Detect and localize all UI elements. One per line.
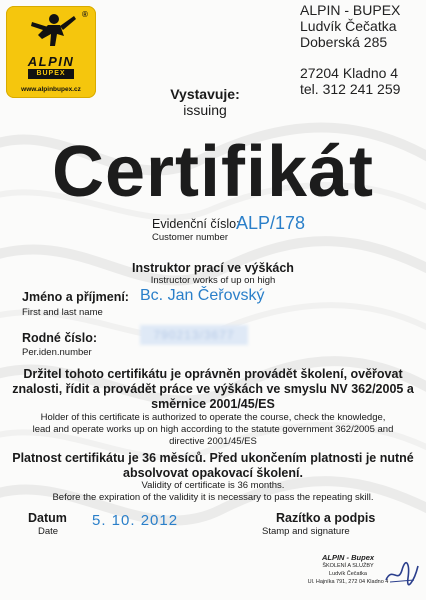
date-label-en: Date bbox=[38, 526, 59, 537]
rights-text bbox=[0, 367, 426, 412]
issuing-label-en: issuing bbox=[183, 102, 227, 118]
rights-line: Držitel tohoto certifikátu je oprávněn provádět školení, ověřovat bbox=[23, 367, 403, 381]
validity-line-en: Validity of certificate is 36 months. bbox=[141, 480, 285, 491]
issuing-label: Vystavuje: bbox=[170, 86, 240, 102]
evidence-value: ALP/178 bbox=[236, 213, 306, 233]
rights-line: směrnice 2001/45/ES bbox=[151, 397, 275, 411]
course-title-en: Instructor works of up on high bbox=[150, 275, 276, 286]
evidence-label: Evidenční číslo: bbox=[152, 217, 240, 231]
climber-icon bbox=[24, 12, 78, 52]
rights-line-en: lead and operate works up on high according to the statute government 362/2005 and bbox=[32, 424, 394, 435]
birth-number-value-redacted: 790213/3677 bbox=[140, 325, 248, 345]
rights-line-en: Holder of this certificate is authorized to operate the course, check the knowledge, bbox=[40, 412, 386, 423]
date-label: Datum bbox=[28, 511, 67, 525]
birth-number-label: Rodné číslo: bbox=[22, 331, 98, 345]
stamp-label: Razítko a podpis bbox=[276, 511, 376, 525]
validity-text bbox=[0, 451, 426, 481]
stamp-line: ŠKOLENÍ A SLUŽBY bbox=[322, 563, 374, 569]
issuer-person: Ludvík Čečatka bbox=[300, 18, 397, 34]
stamp-name: ALPIN - Bupex bbox=[321, 553, 375, 562]
company-logo bbox=[6, 6, 96, 98]
stamp-line: Ul. Hajníka 791, 272 04 Kladno 4 bbox=[307, 579, 389, 585]
validity-line: Platnost certifikátu je 36 měsíců. Před ukončením platnosti je nutné bbox=[12, 451, 414, 465]
validity-text-en bbox=[0, 480, 426, 504]
rights-line-en: directive 2001/45/ES bbox=[169, 436, 257, 447]
validity-line-en: Before the expiration of the validity it is necessary to pass the repeating skill. bbox=[52, 492, 374, 503]
registered-mark: ® bbox=[82, 10, 88, 19]
issuer-address bbox=[300, 2, 400, 50]
stamp-label-en: Stamp and signature bbox=[262, 526, 350, 537]
date-value: 5. 10. 2012 bbox=[92, 512, 179, 529]
name-label: Jméno a příjmení: bbox=[22, 290, 129, 304]
evidence-label-en: Customer number bbox=[152, 232, 229, 243]
name-value: Bc. Jan Čeřovský bbox=[140, 287, 265, 304]
certificate-title: Certifikát bbox=[51, 132, 375, 212]
issuer-phone: tel. 312 241 259 bbox=[300, 81, 401, 97]
logo-brand: ALPIN bbox=[27, 54, 75, 69]
stamp-line: Ludvík Čečatka bbox=[329, 571, 367, 577]
issuer-name: ALPIN - BUPEX bbox=[300, 2, 401, 18]
issuer-street: Doberská 285 bbox=[300, 34, 388, 50]
logo-url: www.alpinbupex.cz bbox=[21, 86, 81, 93]
validity-line: absolvovat opakovací školení. bbox=[123, 466, 303, 480]
company-stamp bbox=[298, 554, 398, 586]
issuer-city: 27204 Kladno 4 bbox=[300, 65, 399, 81]
birth-number-label-en: Per.iden.number bbox=[22, 347, 92, 358]
issuer-contact bbox=[300, 65, 400, 97]
rights-text-en bbox=[0, 412, 426, 448]
rights-line: znalosti, řídit a provádět práce ve výškách ve smyslu NV 362/2005 a bbox=[12, 382, 414, 396]
name-label-en: First and last name bbox=[22, 307, 103, 318]
course-title: Instruktor prací ve výškách bbox=[132, 261, 294, 275]
signature-mark bbox=[384, 560, 420, 586]
logo-sub: BUPEX bbox=[28, 69, 74, 79]
